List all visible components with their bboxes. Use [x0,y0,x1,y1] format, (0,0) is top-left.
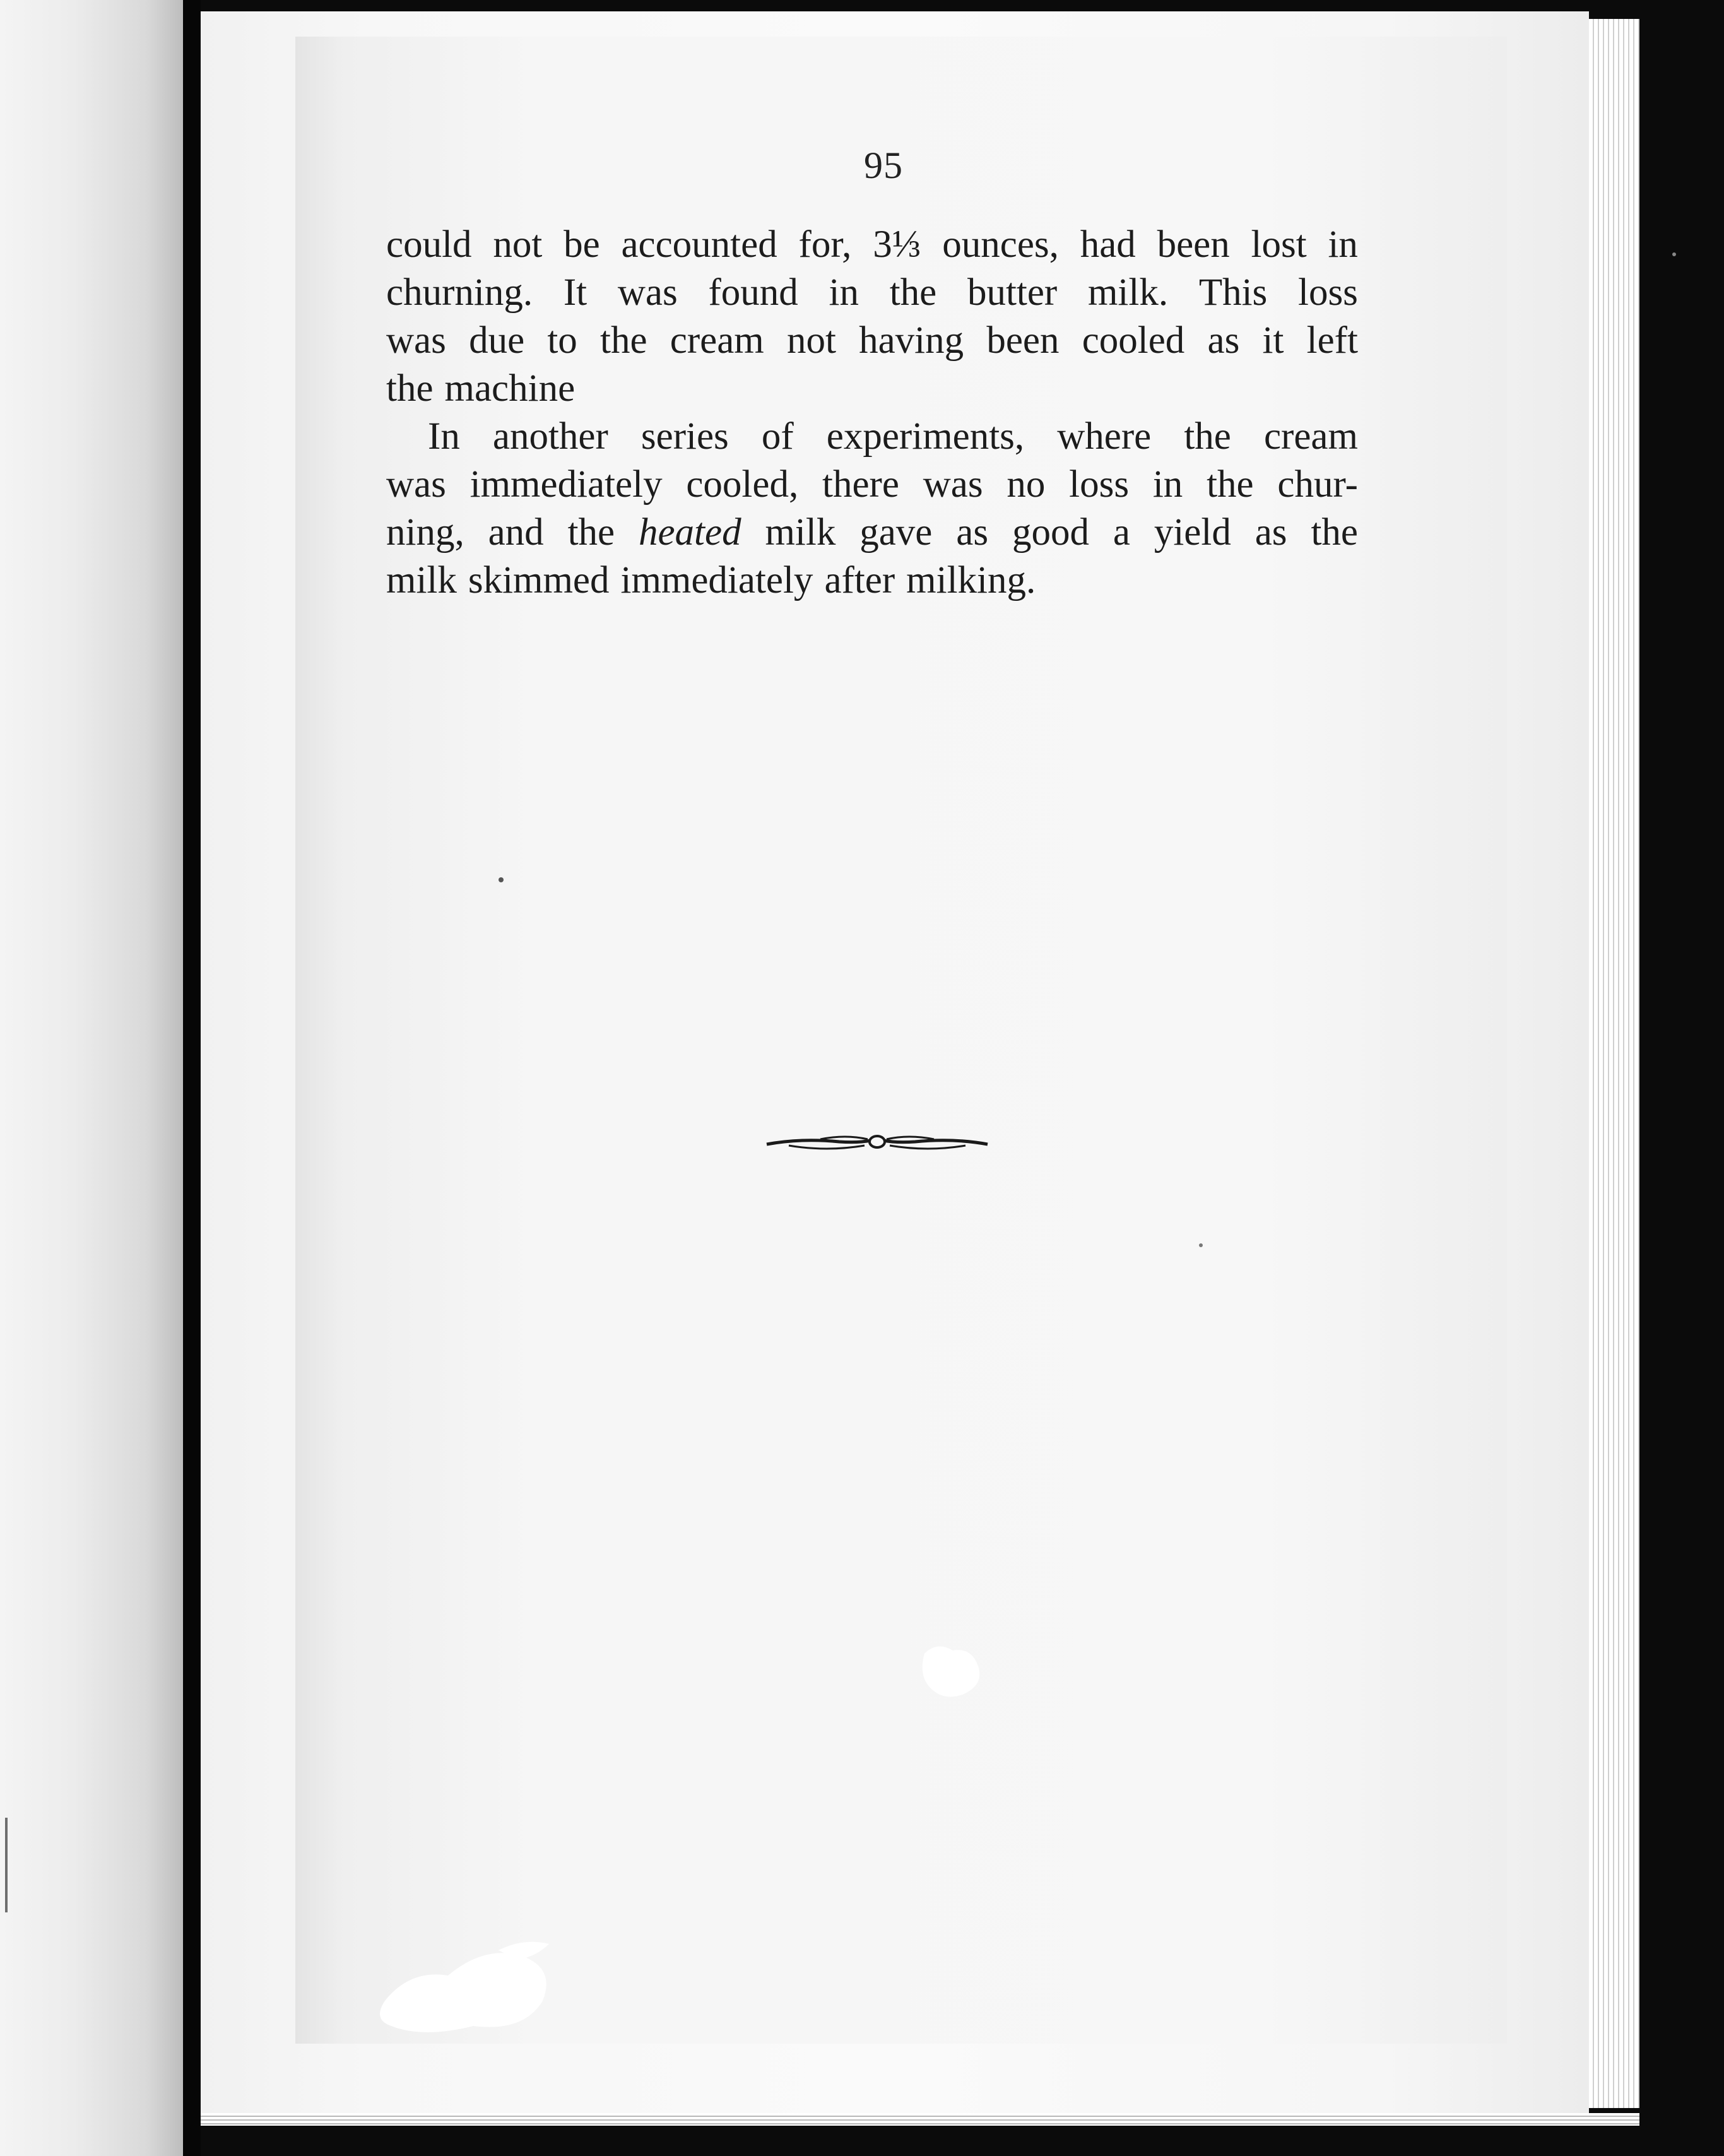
text-line [386,461,1358,509]
word: for, [798,223,852,266]
word: the [567,511,615,554]
word: the [600,319,647,362]
text-line [386,557,1358,605]
body-text [386,221,1358,605]
word: cream [670,319,764,362]
word: a [1113,511,1130,554]
word: 3⅓ [873,223,921,266]
word: good [1012,511,1089,554]
word: In [428,415,460,458]
word: been [1157,223,1230,266]
word: loss [1069,463,1130,506]
word: having [859,319,964,362]
word: be [564,223,600,266]
word: left [1306,319,1358,362]
word: the [386,367,434,410]
text-line [386,365,1358,413]
word: was [386,319,446,362]
text-line [386,413,1358,461]
word: due [469,319,525,362]
word: the [1311,511,1358,554]
word: skimmed [468,559,610,601]
word: as [1207,319,1240,362]
text-line [386,269,1358,317]
word: milk. [1087,271,1169,314]
word: found [708,271,798,314]
word: in [829,271,859,314]
word: gave [859,511,933,554]
word: as [956,511,989,554]
margin-mark [5,1818,8,1912]
word: milk [386,559,457,601]
word: milking. [906,559,1036,601]
word: churning. [386,271,533,314]
word: been [986,319,1060,362]
word: to [547,319,577,362]
word: and [488,511,544,554]
word: the [889,271,937,314]
word: there [822,463,899,506]
text-line [386,317,1358,365]
word: accounted [621,223,777,266]
word: heated [638,511,741,554]
word: not [786,319,836,362]
word: immediately [620,559,813,601]
word: series [641,415,729,458]
word: ounces, [942,223,1059,266]
word: the [1184,415,1231,458]
word: was [386,463,446,506]
decorative-rule-icon [764,1127,991,1158]
word: cooled, [686,463,799,506]
previous-page-edge [0,0,183,2156]
word: as [1255,511,1287,554]
book-gutter [183,0,201,2156]
word: butter [967,271,1058,314]
word: after [824,559,895,601]
word: immediately [469,463,663,506]
paper-speck [1199,1243,1203,1247]
text-line [386,221,1358,269]
paper-speck [499,877,504,882]
word: the [1207,463,1254,506]
word: not [493,223,543,266]
word: loss [1298,271,1358,314]
word: chur- [1277,463,1358,506]
stacked-page-edges [1589,19,1639,2108]
word: of [761,415,794,458]
word: yield [1154,511,1231,554]
word: another [492,415,608,458]
word: cream [1263,415,1358,458]
word: in [1328,223,1358,266]
word: lost [1251,223,1307,266]
word: machine [444,367,576,410]
word: milk [765,511,836,554]
word: was [617,271,678,314]
word: it [1262,319,1284,362]
word: could [386,223,472,266]
word: where [1057,415,1152,458]
word: in [1152,463,1183,506]
paper-damage-spot [918,1641,988,1701]
word: This [1198,271,1268,314]
text-line [386,509,1358,557]
word: cooled [1082,319,1185,362]
word: had [1080,223,1136,266]
paper-speck [1672,252,1676,256]
word: was [923,463,983,506]
word: experiments, [826,415,1025,458]
page-number: 95 [864,145,903,186]
word: no [1007,463,1046,506]
page-bottom-edge [201,2113,1639,2126]
paper-damage-spot [372,1931,562,2045]
word: It [563,271,587,314]
word: ning, [386,511,464,554]
